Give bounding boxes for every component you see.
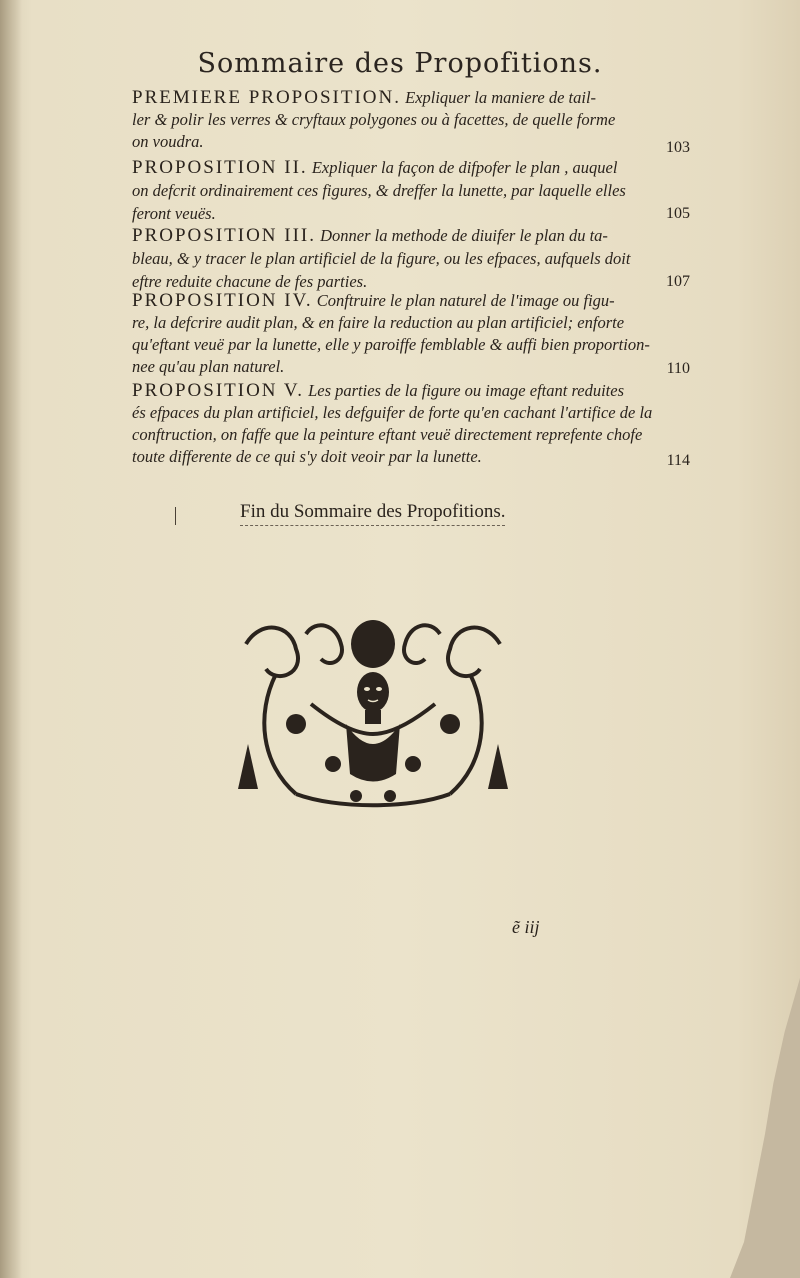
page-title: Sommaire des Propofitions. xyxy=(197,48,603,79)
proposition-entry-5 xyxy=(132,380,692,469)
page-number: 103 xyxy=(666,139,690,156)
entry-heading: PROPOSITION III. xyxy=(132,225,316,246)
proposition-entry-1 xyxy=(132,87,692,156)
entry-text: Conftruire le plan naturel de l'image ou figu- xyxy=(316,291,615,310)
proposition-entry-3 xyxy=(132,226,692,291)
entry-line: és efpaces du plan artificiel, les defguifer de forte qu'en cachant l'artifice de la xyxy=(132,403,653,422)
page-number: 114 xyxy=(666,452,690,469)
signature-mark: ẽ iij xyxy=(512,917,540,937)
entry-line: feront veuës. xyxy=(132,204,216,223)
woodcut-ornament-icon xyxy=(236,614,510,814)
entry-line: re, la defcrire audit plan, & en faire la reduction au plan artificiel; enforte xyxy=(132,313,625,332)
entry-line xyxy=(132,88,692,107)
entry-line xyxy=(132,226,692,245)
entry-line: eftre reduite chacune de fes parties. xyxy=(132,272,368,291)
entry-line: qu'eftant veuë par la lunette, elle y paroiffe femblable & auffi bien proportion- xyxy=(132,335,650,354)
entry-heading: PROPOSITION IV. xyxy=(132,290,313,311)
entry-line xyxy=(132,158,692,177)
margin-mark xyxy=(175,507,176,525)
entry-line: conftruction, on faffe que la peinture eftant veuë directement reprefente chofe xyxy=(132,425,643,444)
proposition-entry-4 xyxy=(132,291,692,376)
entry-line: on defcrit ordinairement ces figures, & dreffer la lunette, par laquelle elles xyxy=(132,181,626,200)
entry-line: ler & polir les verres & cryftaux polygones ou à facettes, de quelle forme xyxy=(132,110,616,129)
entry-line xyxy=(132,381,692,400)
torn-corner xyxy=(730,978,800,1278)
entry-heading: PROPOSITION II. xyxy=(132,157,308,178)
entry-line: bleau, & y tracer le plan artificiel de la figure, ou les efpaces, aufquels doit xyxy=(132,249,631,268)
entry-line: toute differente de ce qui s'y doit veoir par la lunette. xyxy=(132,447,482,466)
entry-line: nee qu'au plan naturel. xyxy=(132,357,285,376)
entry-text: Les parties de la figure ou image eftant reduites xyxy=(308,381,624,400)
entry-text: Expliquer la façon de difpofer le plan , auquel xyxy=(311,158,618,177)
page-number: 105 xyxy=(666,205,690,222)
entry-line xyxy=(132,291,692,310)
page-number: 107 xyxy=(666,273,690,290)
entry-heading: PROPOSITION V. xyxy=(132,380,304,401)
entry-text: Expliquer la maniere de tail- xyxy=(405,88,597,107)
proposition-entry-2 xyxy=(132,158,692,223)
fin-line: Fin du Sommaire des Propofitions. xyxy=(240,501,505,526)
entry-heading: PREMIERE PROPOSITION. xyxy=(132,87,401,108)
binding-shadow xyxy=(0,0,22,1278)
page-number: 110 xyxy=(666,360,690,377)
entry-line: on voudra. xyxy=(132,132,204,151)
entry-text: Donner la methode de diuifer le plan du ta- xyxy=(320,226,608,245)
